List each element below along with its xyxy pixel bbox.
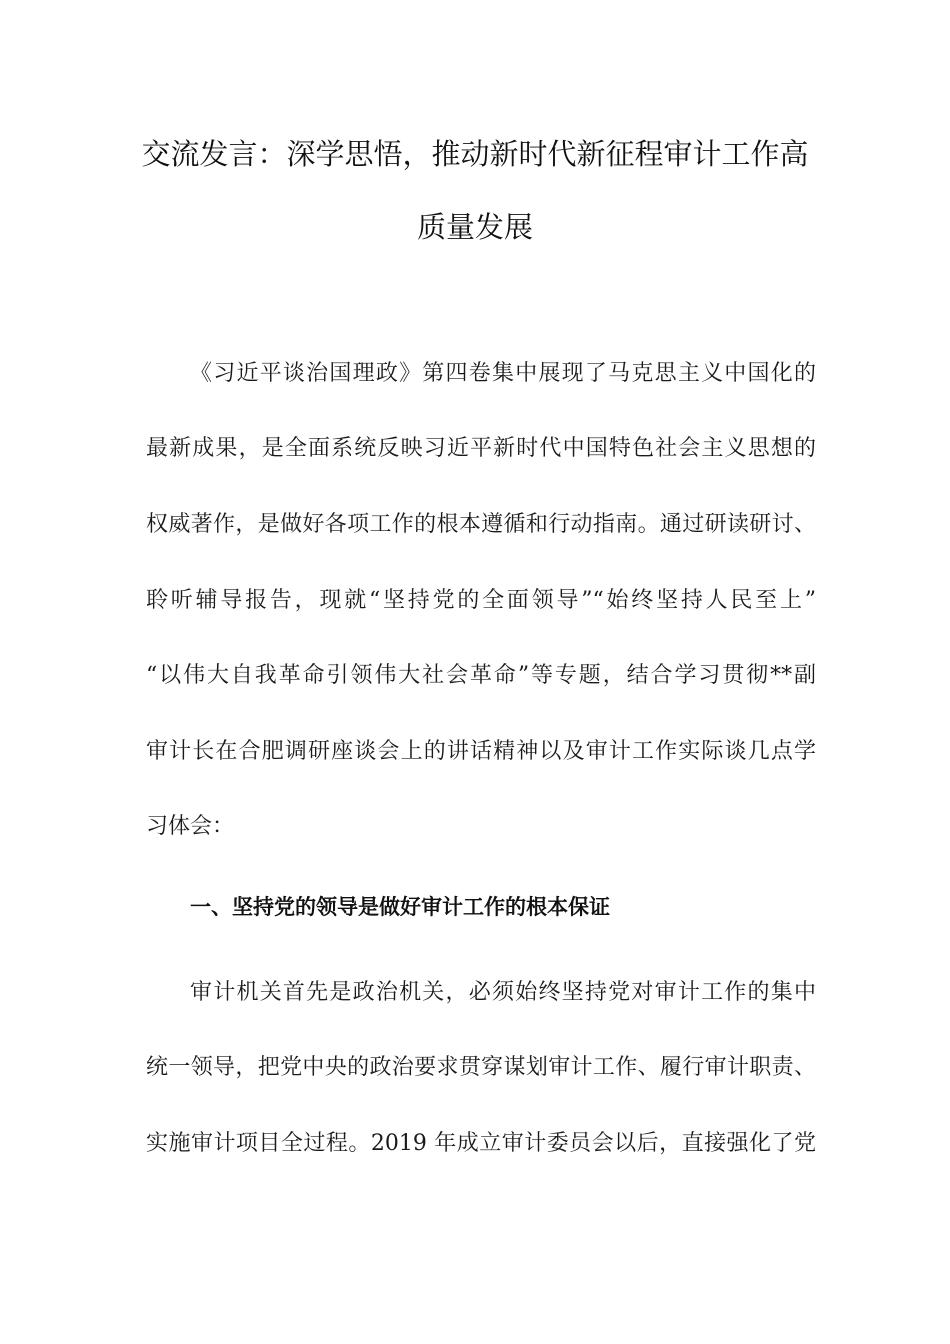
paragraph-1-line-1: 《习近平谈治国理政》第四卷集中展现了马克思主义中国化的: [190, 361, 816, 386]
paragraph-1-line-2: 最新成果，是全面系统反映习近平新时代中国特色社会主义思想的: [146, 436, 816, 461]
document-title-line-2: 质量发展: [416, 210, 533, 244]
paragraph-1-line-5: “以伟大自我革命引领伟大社会革命”等专题，结合学习贯彻**副: [146, 663, 816, 688]
paragraph-1-line-3: 权威著作，是做好各项工作的根本遵循和行动指南。通过研读研讨、: [146, 512, 816, 537]
paragraph-2-line-2: 统一领导，把党中央的政治要求贯穿谋划审计工作、履行审计职责、: [146, 1055, 816, 1080]
paragraph-2-line-1: 审计机关首先是政治机关，必须始终坚持党对审计工作的集中: [190, 980, 816, 1005]
document-title-line-1: 交流发言：深学思悟，推动新时代新征程审计工作高: [141, 137, 809, 171]
paragraph-1-line-6: 审计长在合肥调研座谈会上的讲话精神以及审计工作实际谈几点学: [146, 739, 816, 764]
paragraph-2-line-3: 实施审计项目全过程。2019 年成立审计委员会以后，直接强化了党: [146, 1131, 816, 1156]
paragraph-1-line-7: 习体会：: [146, 814, 235, 839]
paragraph-1-line-4: 聆听辅导报告，现就“坚持党的全面领导”“始终坚持人民至上”: [146, 588, 816, 613]
section-1-heading: 一、坚持党的领导是做好审计工作的根本保证: [190, 895, 610, 919]
